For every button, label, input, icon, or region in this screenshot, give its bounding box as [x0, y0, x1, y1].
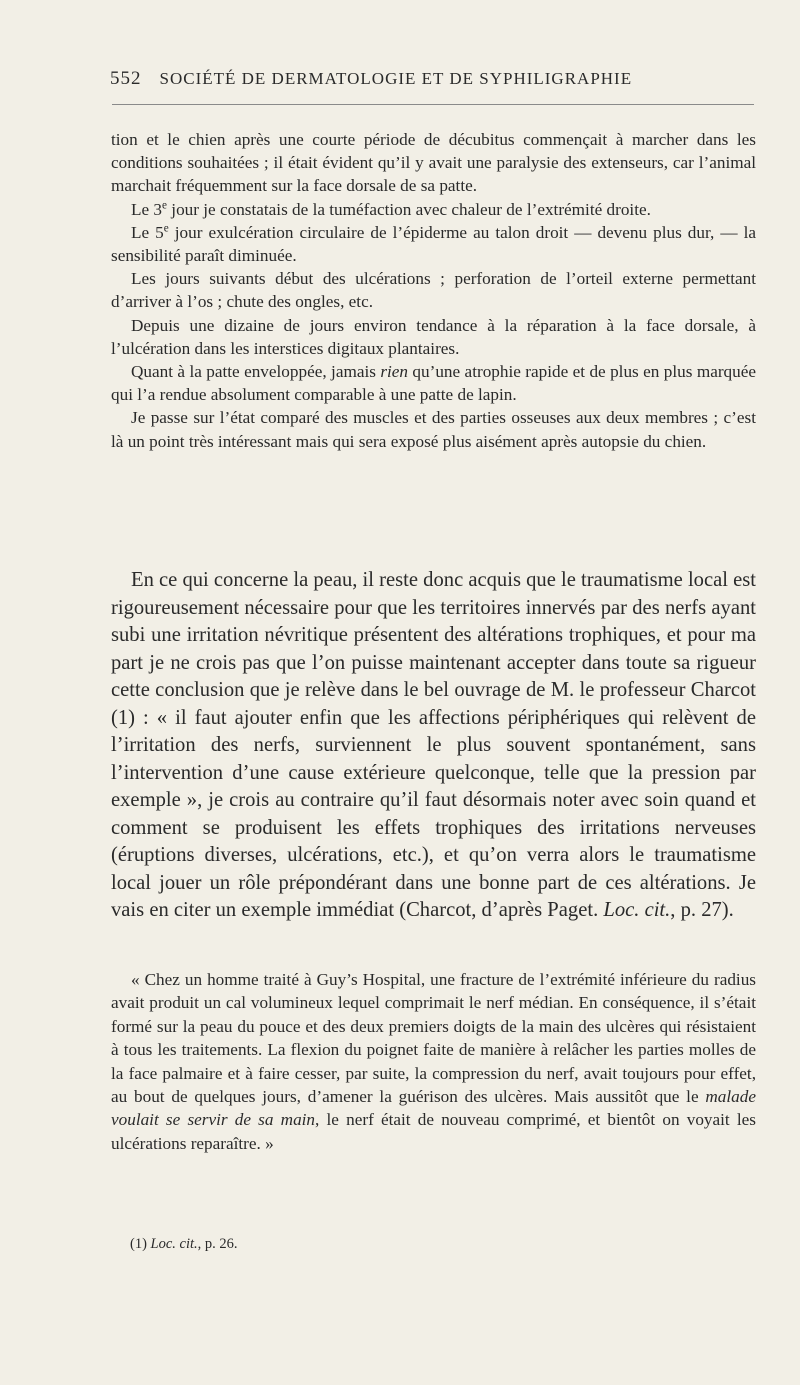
main-text-section [111, 567, 756, 925]
paragraph-day-5: Le 5e jour exulcération circulaire de l’épiderme au talon droit — devenu plus dur, — la sensibilité paraît diminuée. [111, 222, 756, 266]
footnote: (1) Loc. cit., p. 26. [130, 1236, 238, 1252]
header-rule [112, 104, 754, 105]
quotation-section [111, 968, 756, 1155]
paragraph-wrapped-paw: Quant à la patte enveloppée, jamais rien qu’une atrophie rapide et de plus en plus marquée qui l’a rendue absolument comparable à une patte de lapin. [111, 362, 757, 405]
running-title: SOCIÉTÉ DE DERMATOLOGIE ET DE SYPHILIGRAPHIE [159, 69, 633, 88]
paragraph-muscles: Je passe sur l’état comparé des muscles et des parties osseuses aux deux membres ; c’est là un point très intéressant mais qui sera exposé plus aisément après autopsie du chien. [111, 408, 756, 451]
page-number: 552 [110, 68, 142, 89]
paragraph-day-3: Le 3e jour je constatais de la tuméfaction avec chaleur de l’extrémité droite. [131, 198, 651, 219]
paragraph-following-days: Les jours suivants début des ulcérations ; perforation de l’orteil externe permettant d’arriver à l’os ; chute des ongles, etc. [111, 269, 756, 312]
paragraph-quotation: « Chez un homme traité à Guy’s Hospital, une fracture de l’extrémité inférieure du radius avait produit un cal volumineux lequel comprimait le nerf médian. En conséquence, il s’était formé sur la peau du pouce et des deux premiers doigts de la main des ulcères qui résistaient à tous les traitements. La flexion du poignet faite de manière à relâcher les parties molles de la face palmaire et à faire cesser, par suite, la compression du nerf, avait toujours pour effet, au bout de quelques jours, d’amener la guérison des ulcères. Mais aussitôt que le malade voulait se servir de sa main, le nerf était de nouveau comprimé, et bientôt on voyait les ulcérations reparaître. » [111, 970, 756, 1153]
paragraph-repair: Depuis une dizaine de jours environ tendance à la réparation à la face dorsale, à l’ulcération dans les interstices digitaux plantaires. [111, 315, 756, 358]
paragraph-continuation: tion et le chien après une courte période de décubitus commençait à marcher dans les conditions souhaitées ; il était évident qu’il y avait une paralysie des extenseurs, car l’animal marchait fréquemment sur la face dorsale de sa patte. [111, 130, 756, 196]
small-print-section [111, 128, 756, 453]
paragraph-main: En ce qui concerne la peau, il reste donc acquis que le traumatisme local est rigoureusement nécessaire pour que les territoires innervés par des nerfs ayant subi une irritation névritique présentent des altérations trophiques, et pour ma part je ne crois pas que l’on puisse maintenant accepter dans toute sa rigueur cette conclusion que je relève dans le bel ouvrage de M. le professeur Charcot (1) : « il faut ajouter enfin que les affections périphériques qui relèvent de l’irritation des nerfs, surviennent le plus souvent spontanément, sans l’intervention d’une cause extérieure quelconque, telle que la pression par exemple », je crois au contraire qu’il faut désormais noter avec soin quand et comment se produisent les effets trophiques des irritations nerveuses (éruptions diverses, ulcérations, etc.), et qu’on verra alors le traumatisme local jouer un rôle prépondérant dans une bonne part de ces altérations. Je vais en citer un exemple immédiat (Charcot, d’après Paget. Loc. cit., p. 27). [111, 569, 756, 921]
running-header [110, 68, 755, 90]
